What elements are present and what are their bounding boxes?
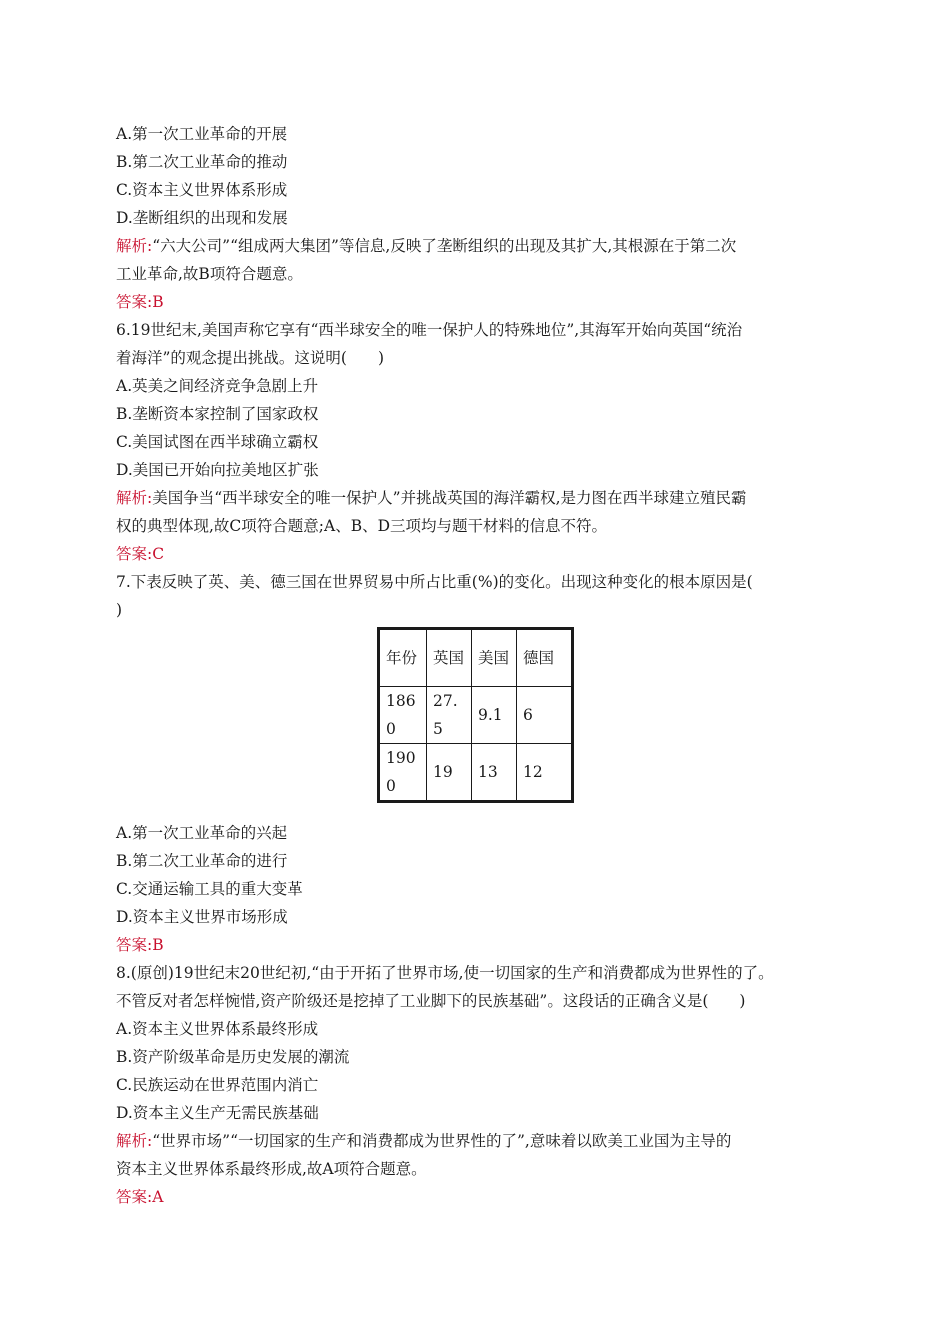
q6-option-b: B.垄断资本家控制了国家政权 xyxy=(116,405,319,423)
q7-stem-cont: ) xyxy=(116,601,123,619)
q5-answer: 答案:B xyxy=(116,293,164,311)
table-cell: 13 xyxy=(472,744,517,802)
q8-analysis xyxy=(116,1131,731,1151)
table-cell: 19 xyxy=(427,744,472,802)
table-cell: 1900 xyxy=(379,744,427,802)
q5-analysis-cont: 工业革命,故B项符合题意。 xyxy=(116,265,303,283)
table-header-cell: 英国 xyxy=(427,629,472,687)
q6-analysis-cont: 权的典型体现,故C项符合题意;A、B、D三项均与题干材料的信息不符。 xyxy=(116,517,608,535)
q6-option-a: A.英美之间经济竞争急剧上升 xyxy=(116,377,319,395)
q8-analysis-cont: 资本主义世界体系最终形成,故A项符合题意。 xyxy=(116,1160,427,1178)
q6-stem: 6.19世纪末,美国声称它享有“西半球安全的唯一保护人的特殊地位”,其海军开始向英国“统治 xyxy=(116,321,743,339)
q8-stem-cont: 不管反对者怎样惋惜,资产阶级还是挖掉了工业脚下的民族基础”。这段话的正确含义是( ) xyxy=(116,992,746,1010)
table-row xyxy=(379,744,573,802)
q7-answer: 答案:B xyxy=(116,936,164,954)
analysis-text: “世界市场”“一切国家的生产和消费都成为世界性的了”,意味着以欧美工业国为主导的 xyxy=(152,1132,732,1150)
q8-option-d: D.资本主义生产无需民族基础 xyxy=(116,1104,319,1122)
table-cell: 6 xyxy=(517,687,573,744)
q6-analysis xyxy=(116,488,747,508)
q7-stem: 7.下表反映了英、美、德三国在世界贸易中所占比重(%)的变化。出现这种变化的根本原因是( xyxy=(116,573,753,591)
table-header-cell: 年份 xyxy=(379,629,427,687)
q8-stem: 8.(原创)19世纪末20世纪初,“由于开拓了世界市场,使一切国家的生产和消费都成为世界性的了。 xyxy=(116,964,774,982)
q5-option-c: C.资本主义世界体系形成 xyxy=(116,181,288,199)
q8-option-a: A.资本主义世界体系最终形成 xyxy=(116,1020,319,1038)
q7-option-b: B.第二次工业革命的进行 xyxy=(116,852,288,870)
q7-option-d: D.资本主义世界市场形成 xyxy=(116,908,288,926)
q5-option-a: A.第一次工业革命的开展 xyxy=(116,125,288,143)
q5-option-b: B.第二次工业革命的推动 xyxy=(116,153,288,171)
q6-option-d: D.美国已开始向拉美地区扩张 xyxy=(116,461,319,479)
analysis-text: “六大公司”“组成两大集团”等信息,反映了垄断组织的出现及其扩大,其根源在于第二次 xyxy=(152,237,737,255)
table-header-row xyxy=(379,629,573,687)
analysis-label: 解析: xyxy=(116,489,153,507)
q7-option-a: A.第一次工业革命的兴起 xyxy=(116,824,288,842)
analysis-label: 解析: xyxy=(116,1132,153,1150)
analysis-text: 美国争当“西半球安全的唯一保护人”并挑战英国的海洋霸权,是力图在西半球建立殖民霸 xyxy=(152,489,747,507)
analysis-label: 解析: xyxy=(116,237,153,255)
trade-share-table xyxy=(377,627,574,803)
table-cell: 9.1 xyxy=(472,687,517,744)
q6-stem-cont: 着海洋”的观念提出挑战。这说明( ) xyxy=(116,349,385,367)
table-cell: 12 xyxy=(517,744,573,802)
q8-option-c: C.民族运动在世界范围内消亡 xyxy=(116,1076,319,1094)
table-cell: 1860 xyxy=(379,687,427,744)
q6-option-c: C.美国试图在西半球确立霸权 xyxy=(116,433,319,451)
q8-option-b: B.资产阶级革命是历史发展的潮流 xyxy=(116,1048,350,1066)
q8-answer: 答案:A xyxy=(116,1188,164,1206)
q6-answer: 答案:C xyxy=(116,545,165,563)
table-header-cell: 德国 xyxy=(517,629,573,687)
table-header-cell: 美国 xyxy=(472,629,517,687)
q5-analysis xyxy=(116,236,736,256)
table-row xyxy=(379,687,573,744)
table-cell: 27.5 xyxy=(427,687,472,744)
q7-option-c: C.交通运输工具的重大变革 xyxy=(116,880,303,898)
q5-option-d: D.垄断组织的出现和发展 xyxy=(116,209,288,227)
